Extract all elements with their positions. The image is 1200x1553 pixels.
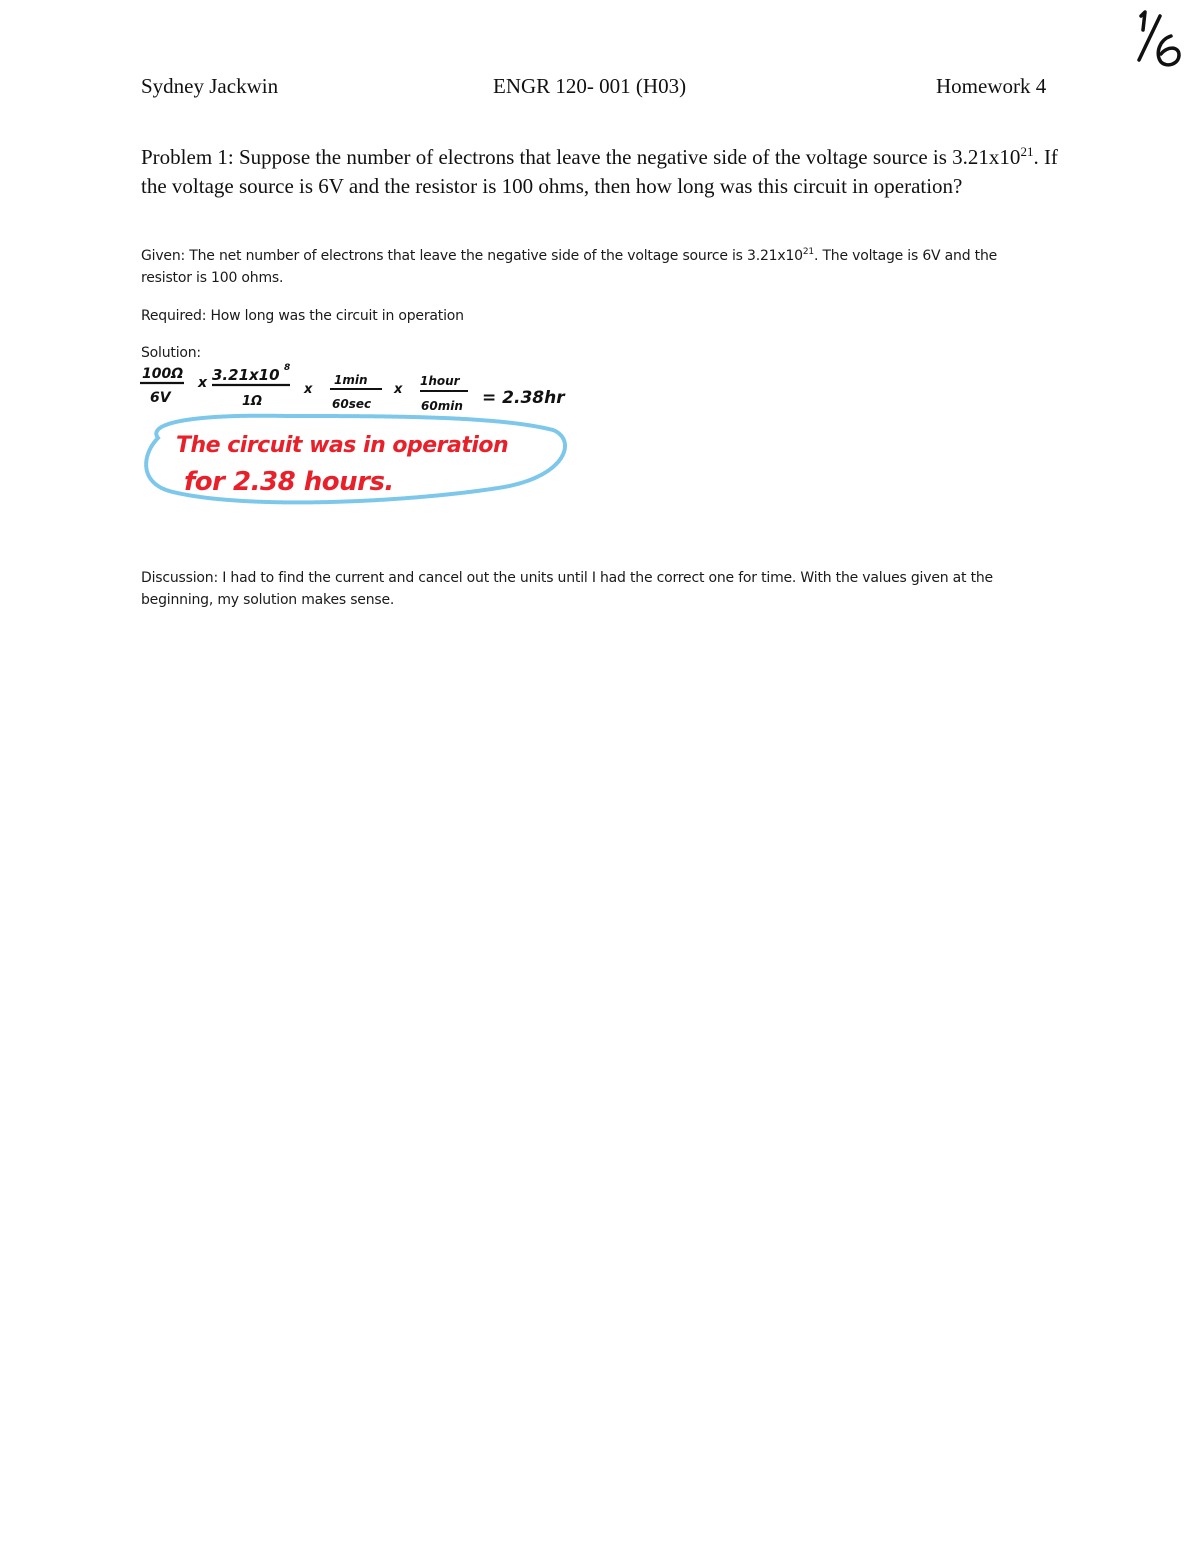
frac1-numerator: 100Ω xyxy=(142,366,184,382)
frac2-numerator: 3.21x10 xyxy=(212,366,280,384)
frac1-denominator: 6V xyxy=(150,390,171,406)
times-1: x xyxy=(198,375,208,391)
times-3: x xyxy=(394,382,403,397)
given-text-after: . The voltage is 6V and the resistor is 100 ohms. xyxy=(141,248,998,286)
grade-mark xyxy=(1125,8,1185,70)
given-text-before: Given: The net number of electrons that leave the negative side of the voltage source is 3.21x10 xyxy=(141,248,803,264)
frac3-denominator: 60sec xyxy=(332,397,372,411)
problem-text-after: . If the voltage source is 6V and the resistor is 100 ohms, then how long was this circuit in operation? xyxy=(141,145,1058,198)
answer-line-1: The circuit was in operation xyxy=(176,433,509,458)
required-section: Required: How long was the circuit in operation xyxy=(141,308,464,324)
course-code: ENGR 120- 001 (H03) xyxy=(493,74,687,98)
handwritten-solution xyxy=(138,360,578,520)
frac3-numerator: 1min xyxy=(334,373,368,387)
frac4-denominator: 60min xyxy=(421,399,463,413)
given-section xyxy=(141,245,1041,289)
student-name: Sydney Jackwin xyxy=(141,74,279,98)
result: = 2.38hr xyxy=(482,388,565,408)
times-2: x xyxy=(304,382,313,397)
given-exponent: 21 xyxy=(802,247,814,257)
frac4-numerator: 1hour xyxy=(420,374,460,388)
problem-text-before: Problem 1: Suppose the number of electrons that leave the negative side of the voltage source is 3.21x10 xyxy=(141,145,1021,169)
frac2-denominator: 1Ω xyxy=(242,394,263,409)
assignment-title: Homework 4 xyxy=(936,74,1047,98)
problem-statement xyxy=(141,143,1071,201)
frac2-exponent: 8 xyxy=(284,363,291,373)
solution-label: Solution: xyxy=(141,345,201,361)
answer-line-2: for 2.38 hours. xyxy=(184,467,394,497)
problem-exponent: 21 xyxy=(1020,144,1034,159)
discussion-section: Discussion: I had to find the current and cancel out the units until I had the correct one for time. With the values given at the beginning, my solution makes sense. xyxy=(141,570,993,608)
